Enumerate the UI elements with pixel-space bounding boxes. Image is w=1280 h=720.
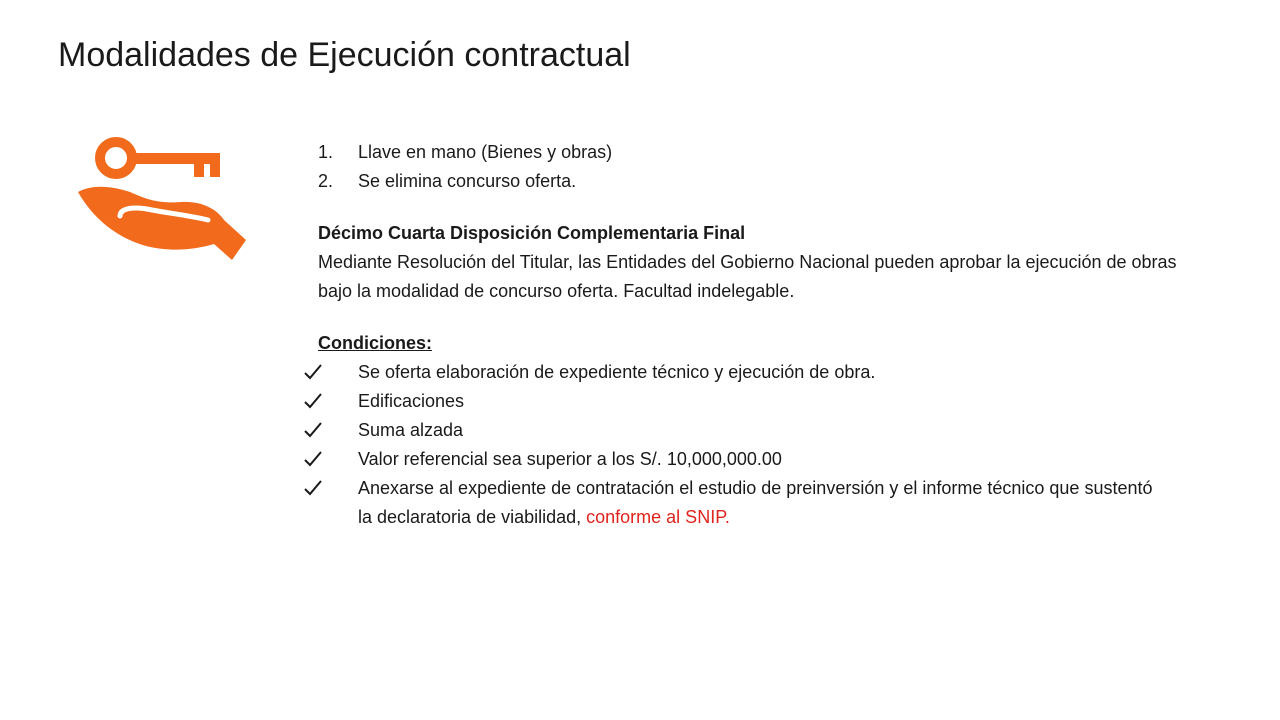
condition-item	[310, 387, 1158, 416]
condition-text: Anexarse al expediente de contratación el estudio de preinversión y el informe técnico que sustentó la declaratoria de viabilidad,	[358, 478, 1153, 527]
list-marker: 1.	[318, 142, 334, 162]
conditions-heading: Condiciones:	[318, 333, 433, 353]
condition-item	[310, 445, 1158, 474]
condition-text: Se oferta elaboración de expediente técnico y ejecución de obra.	[358, 362, 876, 382]
disposition-paragraph: Mediante Resolución del Titular, las Entidades del Gobierno Nacional pueden aprobar la ejecución de obras bajo la modalidad de concurso oferta. Facultad indelegable.	[318, 252, 1177, 301]
list-marker: 2.	[318, 171, 334, 191]
condition-item	[310, 358, 1158, 387]
condition-text: Edificaciones	[358, 391, 465, 411]
disposition-heading: Décimo Cuarta Disposición Complementaria Final	[318, 223, 746, 243]
slide-content	[318, 138, 1218, 532]
numbered-list	[318, 138, 1218, 196]
list-item-text: Llave en mano (Bienes y obras)	[358, 142, 613, 162]
checkmark-icon	[304, 364, 322, 380]
condition-text: Suma alzada	[358, 420, 464, 440]
checkmark-icon	[304, 480, 322, 496]
key-in-hand-icon	[74, 128, 254, 268]
condition-item	[310, 474, 1158, 532]
checkmark-icon	[304, 451, 322, 467]
list-item	[318, 138, 1218, 167]
slide-title: Modalidades de Ejecución contractual	[58, 36, 631, 74]
condition-text: Valor referencial sea superior a los S/. 10,000,000.00	[358, 449, 782, 469]
list-item	[318, 167, 1218, 196]
snip-highlight: conforme al SNIP.	[581, 507, 730, 527]
list-item-text: Se elimina concurso oferta.	[358, 171, 577, 191]
checkmark-icon	[304, 422, 322, 438]
conditions-list	[310, 358, 1210, 532]
condition-item	[310, 416, 1158, 445]
checkmark-icon	[304, 393, 322, 409]
